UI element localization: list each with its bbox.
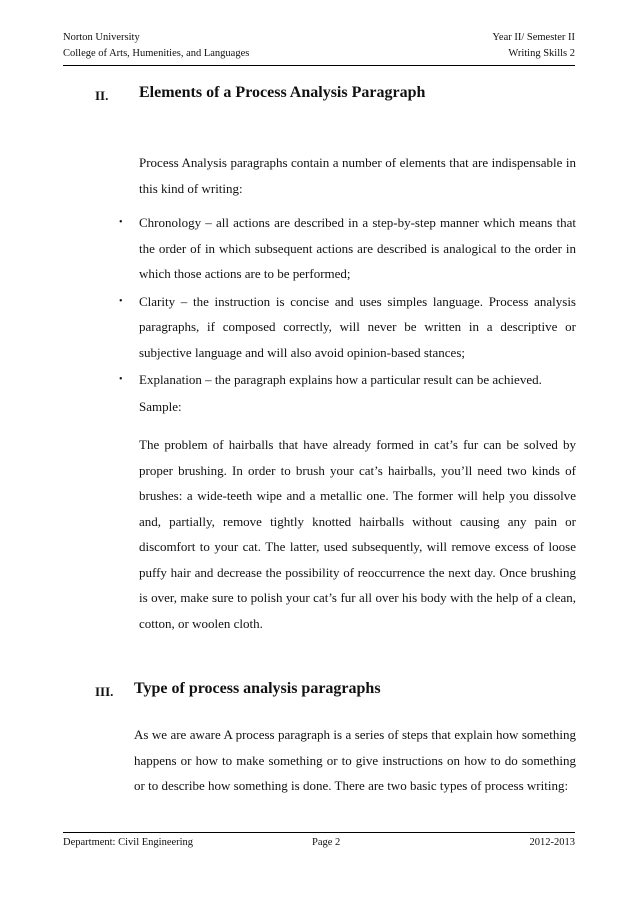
section-3-text: As we are aware A process paragraph is a series of steps that explain how something happens or how to make something or to give instructions on how to do something or to describe how something is done. There are two basic types of process writing:: [134, 727, 576, 793]
header-university: Norton University: [63, 32, 140, 43]
section-2-intro: Process Analysis paragraphs contain a number of elements that are indispensable in this kind of writing:: [139, 155, 576, 196]
section-3-title: Type of process analysis paragraphs: [134, 680, 381, 697]
list-item-text: Explanation – the paragraph explains how a particular result can be achieved.: [139, 372, 542, 387]
bullet-icon: •: [119, 374, 123, 385]
sample-text: The problem of hairballs that have already formed in cat’s fur can be solved by proper brushing. In order to brush your cat’s hairballs, you’ll need two kinds of brushes: a wide-teeth wipe and a metallic one. The former will help you dissolve and, partially, remove tightly knotted hairballs without causing any pain or discomfort to your cat. The latter, used subsequently, will remove excess of loose puffy hair and decrease the possibility of reoccurrence the next day. Once brushing is over, make sure to polish your cat’s fur all over his body with the help of a clean, cotton, or woolen cloth.: [139, 437, 576, 631]
sample-label: Sample:: [139, 399, 182, 414]
section-2-title: Elements of a Process Analysis Paragraph: [139, 84, 426, 101]
header-left: [63, 30, 249, 62]
header-college: College of Arts, Humenities, and Languages: [63, 48, 250, 59]
section-2-number: II.: [95, 88, 109, 103]
list-item-text: Chronology – all actions are described in a step-by-step manner which means that the order of in which subsequent actions are described is analogical to the order in which those actions are to be performed;: [139, 215, 576, 281]
footer-department: Department: Civil Engineering: [63, 837, 194, 848]
footer-page-number: Page 2: [312, 837, 341, 848]
footer-divider: [63, 832, 575, 833]
section-3-number: III.: [95, 684, 114, 699]
footer-years: 2012-2013: [529, 837, 575, 848]
header-right: [492, 30, 575, 62]
list-item: [119, 210, 576, 287]
elements-list: [119, 210, 576, 395]
bullet-icon: •: [119, 217, 123, 228]
header-year: Year II/ Semester II: [492, 32, 575, 43]
list-item-text: Clarity – the instruction is concise and uses simples language. Process analysis paragraphs, if composed correctly, will never be written in a descriptive or subjective language and will also avoid opinion-based stances;: [139, 293, 576, 360]
header-course: Writing Skills 2: [508, 48, 575, 59]
list-item: [119, 289, 576, 366]
bullet-icon: •: [119, 295, 123, 307]
list-item: [119, 367, 576, 393]
header-divider: [63, 65, 575, 66]
